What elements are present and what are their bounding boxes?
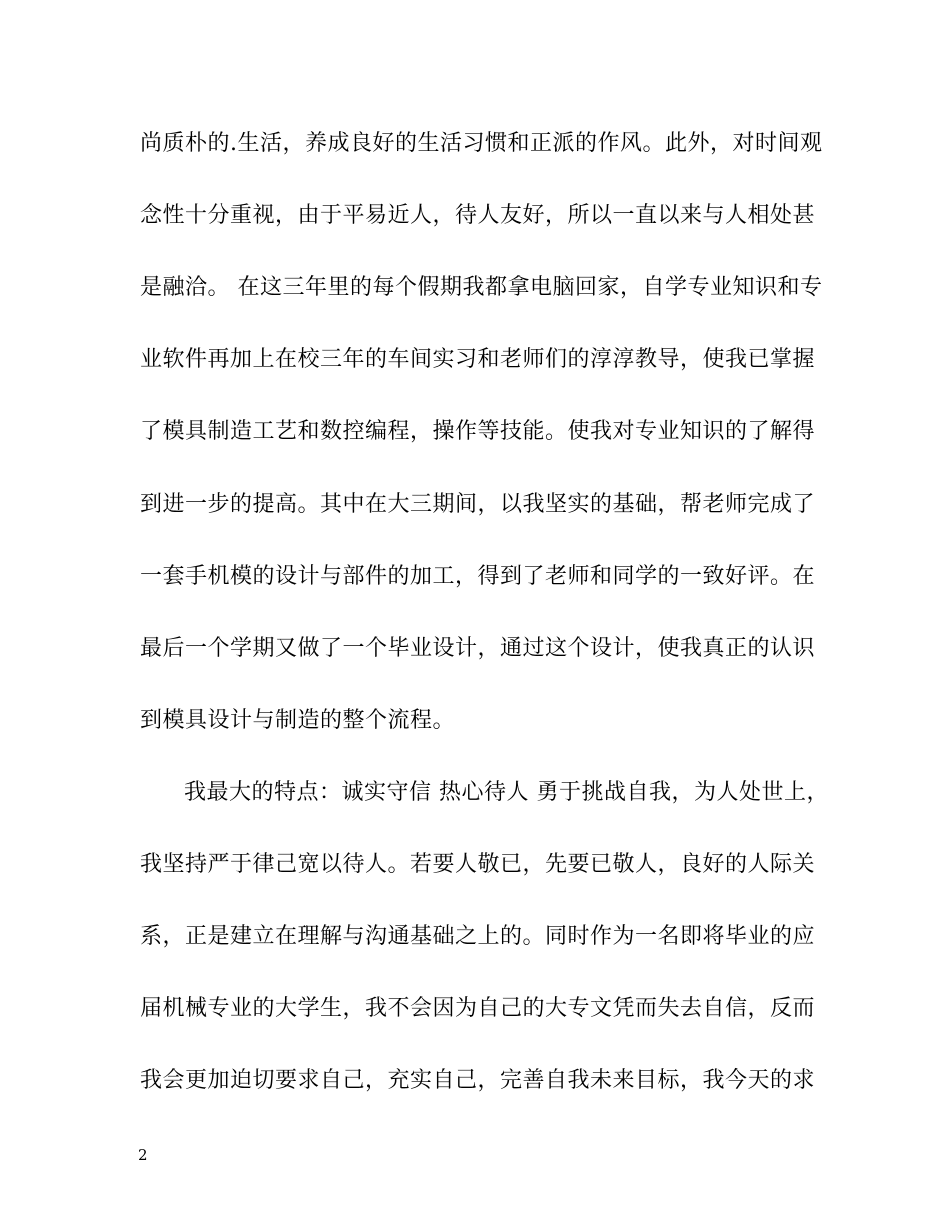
text-line-paragraph-start: 我最大的特点：诚实守信 热心待人 勇于挑战自我，为人处世上，: [184, 780, 829, 805]
text-line: 我坚持严于律己宽以待人。若要人敬已，先要已敬人，良好的人际关: [140, 852, 816, 877]
text-line: 念性十分重视，由于平易近人，待人友好，所以一直以来与人相处甚: [140, 203, 816, 228]
text-line: 是融洽。 在这三年里的每个假期我都拿电脑回家，自学专业知识和专: [140, 275, 823, 300]
text-line: 尚质朴的.生活，养成良好的生活习惯和正派的作风。此外，对时间观: [140, 131, 823, 156]
text-line: 了模具制造工艺和数控编程，操作等技能。使我对专业知识的了解得: [140, 419, 816, 444]
text-line: 业软件再加上在校三年的车间实习和老师们的淳淳教导，使我已掌握: [140, 347, 816, 372]
text-line: 一套手机模的设计与部件的加工，得到了老师和同学的一致好评。在: [140, 564, 816, 589]
page-number: 2: [138, 1146, 148, 1164]
text-line: 我会更加迫切要求自己，充实自己，完善自我未来目标，我今天的求: [140, 1068, 816, 1093]
text-line: 系，正是建立在理解与沟通基础之上的。同时作为一名即将毕业的应: [140, 924, 816, 949]
text-line: 届机械专业的大学生，我不会因为自己的大专文凭而失去自信，反而: [140, 996, 816, 1021]
text-line: 到进一步的提高。其中在大三期间，以我坚实的基础，帮老师完成了: [140, 492, 816, 517]
text-line: 最后一个学期又做了一个毕业设计，通过这个设计，使我真正的认识: [140, 636, 816, 661]
text-line: 到模具设计与制造的整个流程。: [140, 708, 456, 733]
